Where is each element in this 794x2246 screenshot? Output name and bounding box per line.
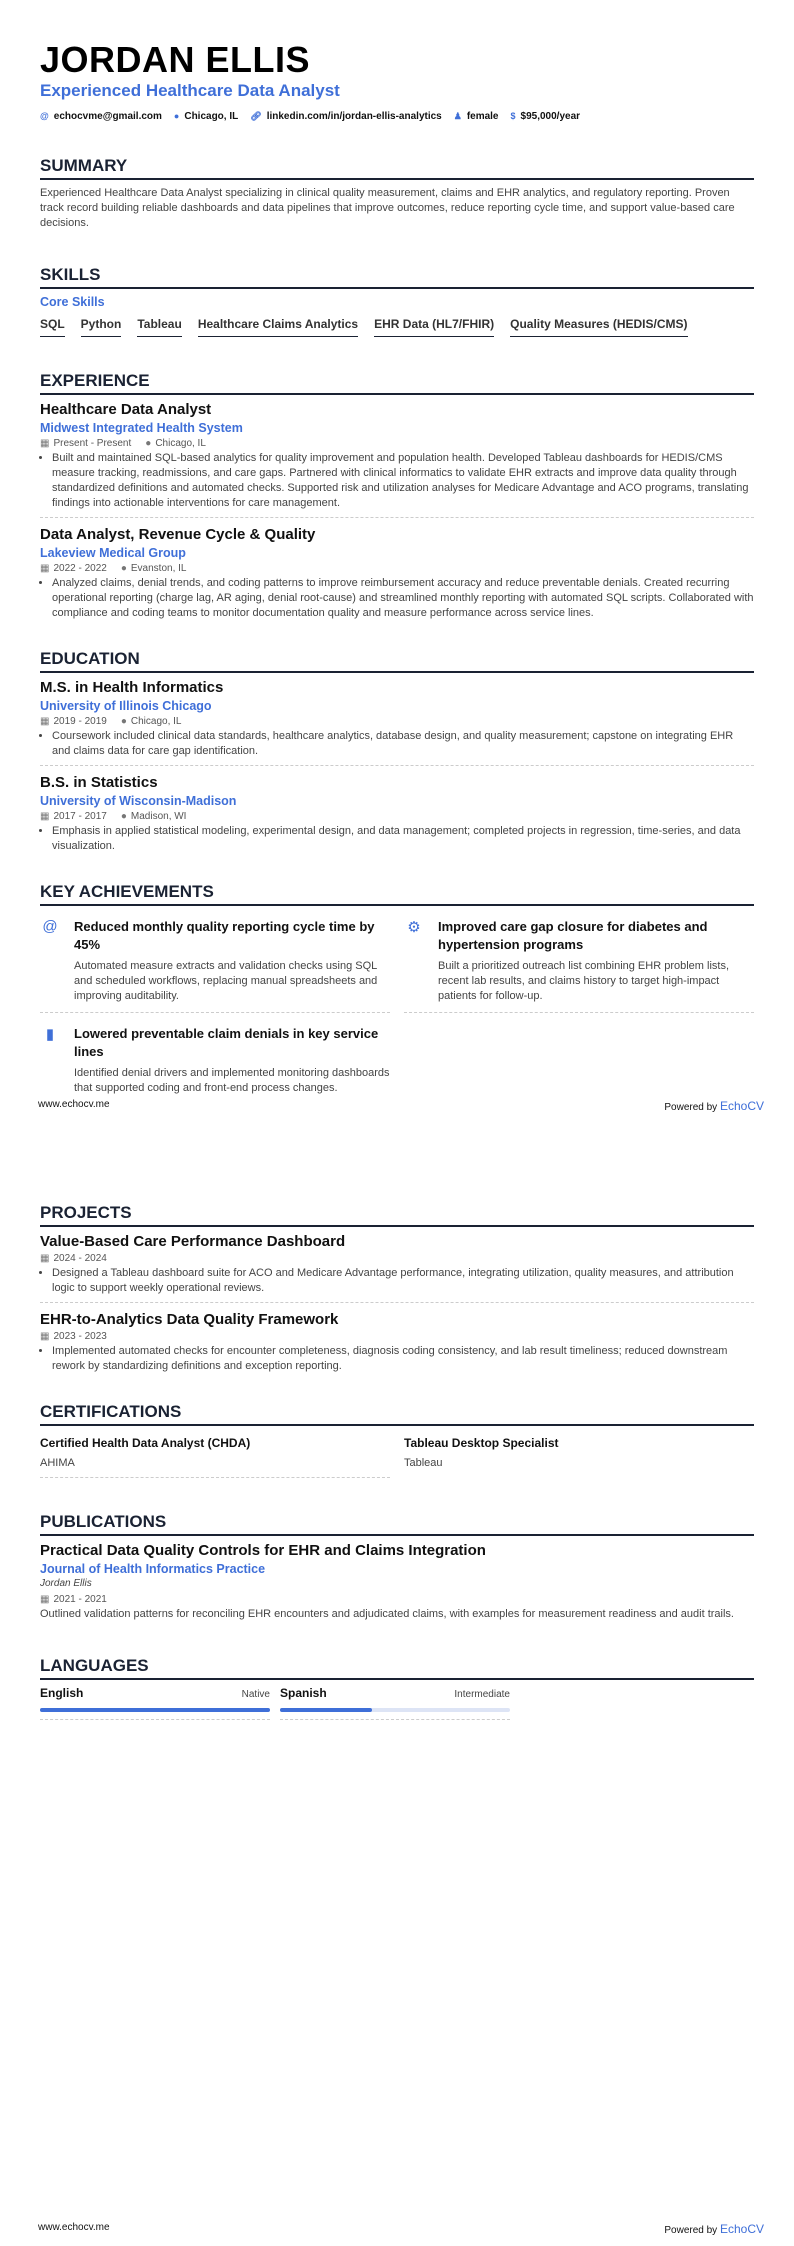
languages-section [40,1656,754,1720]
location-text: Madison, WI [130,811,187,822]
publication-journal: Journal of Health Informatics Practice [40,1562,266,1576]
dates [40,716,107,727]
location [145,438,206,449]
project-title: Value-Based Care Performance Dashboard [40,1233,346,1250]
proficiency-bar [280,1708,510,1712]
degree: B.S. in Statistics [40,774,158,791]
education-item [40,774,754,860]
education-bullet: • Coursework included clinical data standards, healthcare analytics, database design, and quality measurement; capstone on integrating EHR and claims data for care gap identification. [52,729,754,759]
section-heading: LANGUAGES [40,1656,754,1680]
dates-text: 2024 - 2024 [53,1253,107,1264]
gear-icon: ⚙ [407,919,421,936]
calendar-icon: ▦ [40,811,50,822]
job-title: Healthcare Data Analyst [40,401,212,418]
skill-group-title: Core Skills [40,295,105,309]
section-heading: EXPERIENCE [40,371,754,395]
skill-tag: EHR Data (HL7/FHIR) [374,317,494,337]
contact-text: Chicago, IL [184,111,239,122]
certification-issuer: AHIMA [40,1457,75,1469]
section-heading: PUBLICATIONS [40,1512,754,1536]
dates [40,1331,107,1342]
education-section [40,649,754,860]
achievement-title: Lowered preventable claim denials in key service lines [74,1026,379,1059]
location-text: Chicago, IL [155,438,206,449]
achievement-title: Reduced monthly quality reporting cycle time by 45% [74,919,375,952]
skill-tag: Python [81,317,122,337]
certification-name: Certified Health Data Analyst (CHDA) [40,1436,251,1450]
powered-by [664,1099,764,1113]
dates-text: 2023 - 2023 [53,1331,107,1342]
company-name: Lakeview Medical Group [40,546,186,560]
school-name: University of Wisconsin-Madison [40,794,237,808]
company-name: Midwest Integrated Health System [40,421,243,435]
school-name: University of Illinois Chicago [40,699,212,713]
location-pin-icon: ● [173,111,180,121]
summary-text: Experienced Healthcare Data Analyst specializing in clinical quality measurement, claims and EHR analytics, and regulatory reporting. Proven track record building reliable dashboards and data pipelines that improve outcomes, reduce reporting cycle time, and support value-based care decisions. [40,187,735,229]
achievement-item [40,912,390,1013]
education-item [40,679,754,766]
dates [40,438,131,449]
at-icon: @ [40,111,49,121]
achievement-text: Built a prioritized outreach list combining EHR problem lists, recent lab results, and claims history to target high-impact patients for follow-up. [438,960,730,1002]
brand-logo: EchoCV [719,2222,764,2236]
dates [40,1594,107,1605]
contact-list [40,111,754,122]
language-item [40,1686,270,1720]
skill-tag: Quality Measures (HEDIS/CMS) [510,317,687,337]
contact-location [174,111,238,122]
experience-section [40,371,754,627]
section-heading: SKILLS [40,265,754,289]
project-bullet: • Designed a Tableau dashboard suite for ACO and Medicare Advantage performance, integrating utilization, quality measures, and attribution logic to support weekly operational reviews. [52,1266,754,1296]
section-heading: PROJECTS [40,1203,754,1227]
contact-gender [454,111,499,122]
proficiency-fill [40,1708,270,1712]
location-text: Evanston, IL [130,563,187,574]
project-item [40,1311,754,1380]
contact-salary [511,111,581,122]
achievement-item [404,912,754,1013]
contact-email[interactable] [40,111,162,122]
certification-item [40,1432,390,1478]
dates [40,811,107,822]
calendar-icon: ▦ [40,438,50,449]
publication-description: Outlined validation patterns for reconciling EHR encounters and adjudicated claims, with examples for measurement readiness and audit trails. [40,1608,734,1620]
achievement-item [40,1019,390,1104]
summary-section [40,156,754,231]
language-name: Spanish [280,1686,327,1700]
section-heading: KEY ACHIEVEMENTS [40,882,754,906]
powered-by-text: Powered by [664,1102,718,1113]
calendar-icon: ▦ [40,563,50,574]
experience-item [40,401,754,518]
certification-name: Tableau Desktop Specialist [404,1436,559,1450]
dates-text: Present - Present [53,438,132,449]
publication-title: Practical Data Quality Controls for EHR and Claims Integration [40,1542,486,1559]
location [121,811,187,822]
location-pin-icon: ● [120,811,127,822]
degree: M.S. in Health Informatics [40,679,224,696]
achievement-title: Improved care gap closure for diabetes and hypertension programs [438,919,708,952]
proficiency-bar [40,1708,270,1712]
contact-text: female [466,111,499,122]
dates-text: 2017 - 2017 [53,811,107,822]
candidate-name: JORDAN ELLIS [40,39,311,80]
document-chart-icon: ▮ [45,1026,55,1043]
skill-list [40,317,754,337]
projects-section [40,1203,754,1380]
job-bullet: • Analyzed claims, denial trends, and coding patterns to improve reimbursement accuracy and reduce preventable denials. Created recurring operational reporting (charge lag, AR aging, denial root-cause) and streamlined monthly reporting with automated SQL scripts. Collaborated with compliance and coding teams to monitor documentation quality and measure performance across service lines. [52,576,754,621]
calendar-icon: ▦ [40,716,50,727]
location [121,716,182,727]
skills-section [40,265,754,337]
at-icon: @ [42,918,58,935]
dates-text: 2019 - 2019 [53,716,107,727]
dates [40,563,107,574]
footer-site-link[interactable]: www.echocv.me [38,2222,110,2233]
dates-text: 2022 - 2022 [53,563,107,574]
person-icon: ♟ [453,111,462,121]
powered-by [664,2222,764,2236]
section-heading: CERTIFICATIONS [40,1402,754,1426]
link-icon: 🔗︎ [250,111,262,121]
certifications-section [40,1402,754,1478]
job-bullet: • Built and maintained SQL-based analytics for quality improvement and population health. Developed Tableau dashboards for HEDIS/CMS measure tracking, readmissions, and care gaps. Partnered with clinical informatics to validate EHR extracts and improve data quality through standardized definitions and automated checks. Supported risk and utilization analyses for Medicare Advantage and ACO programs, translating findings into actionable interventions for care management. [52,451,754,511]
proficiency-fill [280,1708,372,1712]
location-text: Chicago, IL [130,716,182,727]
certification-item [404,1432,754,1478]
achievements-section [40,882,754,1110]
achievement-text: Identified denial drivers and implemented monitoring dashboards that supported coding and front-end process changes. [74,1067,390,1094]
page-footer [38,1099,764,1113]
contact-linkedin[interactable] [250,111,441,122]
resume-page-2 [0,1123,794,2246]
language-name: English [40,1686,84,1700]
calendar-icon: ▦ [40,1253,50,1264]
contact-text: echocvme@gmail.com [53,111,162,122]
skill-tag: Tableau [137,317,181,337]
language-item [280,1686,510,1720]
publications-section [40,1512,754,1622]
skill-tag: Healthcare Claims Analytics [198,317,358,337]
location [121,563,187,574]
publication-author: Jordan Ellis [40,1578,92,1589]
contact-text: linkedin.com/in/jordan-ellis-analytics [266,111,442,122]
location-pin-icon: ● [120,563,127,574]
location-pin-icon: ● [145,438,152,449]
education-bullet: • Emphasis in applied statistical modeling, experimental design, and data management; completed projects in regression, time-series, and data visualization. [52,824,754,854]
location-pin-icon: ● [120,716,127,727]
footer-site-link[interactable]: www.echocv.me [38,1099,110,1110]
page-footer [38,2222,764,2236]
contact-text: $95,000/year [520,111,581,122]
section-heading: EDUCATION [40,649,754,673]
calendar-icon: ▦ [40,1594,50,1605]
candidate-title: Experienced Healthcare Data Analyst [40,81,340,100]
project-bullet: • Implemented automated checks for encounter completeness, diagnosis coding consistency, and lab result timeliness; reduced downstream rework by standardizing definitions and exception reporting. [52,1344,754,1374]
section-heading: SUMMARY [40,156,754,180]
language-level: Intermediate [454,1689,510,1700]
powered-by-text: Powered by [664,2225,718,2236]
project-title: EHR-to-Analytics Data Quality Framework [40,1311,339,1328]
job-title: Data Analyst, Revenue Cycle & Quality [40,526,316,543]
dates-text: 2021 - 2021 [53,1594,107,1605]
dates [40,1253,107,1264]
dollar-icon: $ [510,111,516,121]
experience-item [40,526,754,627]
calendar-icon: ▦ [40,1331,50,1342]
skill-tag: SQL [40,317,65,337]
project-item [40,1233,754,1303]
achievement-text: Automated measure extracts and validation checks using SQL and scheduled workflows, replacing manual spreadsheets and improving auditability. [74,960,378,1002]
brand-logo: EchoCV [719,1099,764,1113]
language-level: Native [241,1689,270,1700]
certification-issuer: Tableau [404,1457,443,1469]
